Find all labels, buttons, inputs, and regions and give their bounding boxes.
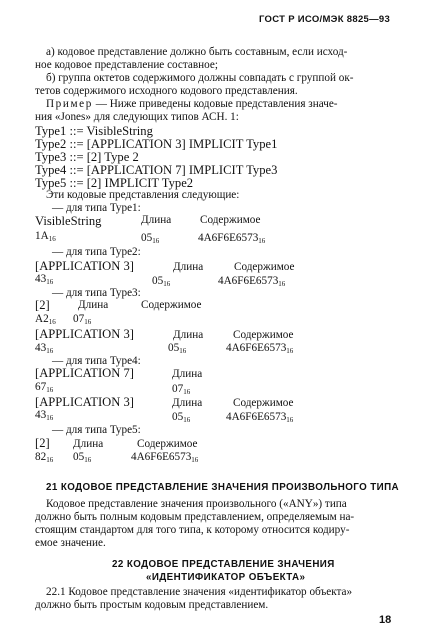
example-word: Пример bbox=[46, 98, 93, 110]
type2-length-label: Длина bbox=[173, 261, 204, 273]
type-def-3: Type3 ::= [2] Type 2 bbox=[35, 150, 139, 164]
para-b-line1: б) группа октетов содержимого должны совпадать с группой ок- bbox=[46, 72, 354, 84]
type4-inner-content-label: Содержимое bbox=[233, 397, 294, 409]
type1-content-label: Содержимое bbox=[200, 214, 261, 226]
type1-tag-value: $1A_{16}$ bbox=[35, 230, 56, 243]
type1-length-label: Длина bbox=[141, 214, 172, 226]
example-line2: ния «Jones» для следующих типов АСН. 1: bbox=[35, 111, 239, 123]
type4-tag-value: $67_{16}$ bbox=[35, 381, 54, 394]
type4-inner-content-value: $4A6F6E6573_{16}$ bbox=[226, 411, 294, 424]
type4-inner-length-label: Длина bbox=[172, 397, 203, 409]
para-a-line2: ное кодовое представление составное; bbox=[35, 59, 218, 71]
type3-inner-tag: [APPLICATION 3] bbox=[35, 327, 134, 341]
type2-content-label: Содержимое bbox=[234, 261, 295, 273]
section-22-line2: должно быть простым кодовым представлением. bbox=[35, 599, 269, 611]
type1-length-value: $05_{16}$ bbox=[141, 232, 160, 245]
para-b-line2: тетов содержимого исходного кодового представления. bbox=[35, 85, 298, 97]
type5-content-value: $4A6F6E6573_{16}$ bbox=[131, 451, 199, 464]
type3-length-label: Длина bbox=[78, 299, 109, 311]
type5-length-label: Длина bbox=[73, 438, 104, 450]
for-type1: — для типа Type1: bbox=[52, 202, 141, 214]
encodings-intro: Эти кодовые представления следующие: bbox=[46, 189, 240, 201]
type4-length-label: Длина bbox=[172, 368, 203, 380]
page-number: 18 bbox=[379, 614, 392, 626]
type-def-2: Type2 ::= [APPLICATION 3] IMPLICIT Type1 bbox=[35, 137, 278, 151]
type1-content-value: $4A6F6E6573_{16}$ bbox=[198, 232, 266, 245]
type-def-4: Type4 ::= [APPLICATION 7] IMPLICIT Type3 bbox=[35, 163, 278, 177]
type2-tag: [APPLICATION 3] bbox=[35, 259, 134, 273]
type4-inner-tag-value: $43_{16}$ bbox=[35, 409, 54, 422]
for-type3: — для типа Type3: bbox=[52, 287, 141, 299]
type3-inner-length-label: Длина bbox=[173, 329, 204, 341]
type4-length-value: $07_{16}$ bbox=[172, 383, 191, 396]
type4-inner-length-value: $05_{16}$ bbox=[172, 411, 191, 424]
type5-tag-value: $82_{16}$ bbox=[35, 451, 54, 464]
for-type4: — для типа Type4: bbox=[52, 355, 141, 367]
section-21-title: 21 КОДОВОЕ ПРЕДСТАВЛЕНИЕ ЗНАЧЕНИЯ ПРОИЗВОЛЬНОГО ТИПА bbox=[46, 482, 399, 493]
type2-tag-value: $43_{16}$ bbox=[35, 273, 54, 286]
type-def-1: Type1 ::= VisibleString bbox=[35, 124, 153, 138]
para-a-line1: а) кодовое представление должно быть составным, если исход- bbox=[46, 46, 348, 58]
example-line1 bbox=[46, 98, 338, 111]
type4-inner-tag: [APPLICATION 3] bbox=[35, 395, 134, 409]
section-21-line2: должно быть полным кодовым представлением, определяемым на- bbox=[35, 511, 355, 523]
section-22-title-line2: «ИДЕНТИФИКАТОР ОБЪЕКТА» bbox=[146, 572, 306, 583]
type2-content-value: $4A6F6E6573_{16}$ bbox=[218, 275, 286, 288]
type2-length-value: $05_{16}$ bbox=[152, 275, 171, 288]
type3-inner-content-value: $4A6F6E6573_{16}$ bbox=[226, 342, 294, 355]
section-21-line1: Кодовое представление значения произвольного («ANY») типа bbox=[46, 498, 347, 510]
type3-inner-tag-value: $43_{16}$ bbox=[35, 342, 54, 355]
type5-length-value: $05_{16}$ bbox=[73, 451, 92, 464]
section-22-line1: 22.1 Кодовое представление значения «идентификатор объекта» bbox=[46, 586, 353, 598]
type-def-5: Type5 ::= [2] IMPLICIT Type2 bbox=[35, 176, 194, 190]
type3-inner-content-label: Содержимое bbox=[233, 329, 294, 341]
section-22-title-line1: 22 КОДОВОЕ ПРЕДСТАВЛЕНИЕ ЗНАЧЕНИЯ bbox=[112, 559, 335, 570]
page-header: ГОСТ Р ИСО/МЭК 8825—93 bbox=[259, 14, 391, 25]
type3-length-value: $07_{16}$ bbox=[73, 313, 92, 326]
type3-tag: [2] bbox=[35, 298, 50, 312]
type3-inner-length-value: $05_{16}$ bbox=[168, 342, 187, 355]
type3-tag-value: $A2_{16}$ bbox=[35, 313, 56, 326]
section-21-line3: стоящим стандартом для того типа, к которому относится кодиру- bbox=[35, 524, 350, 536]
section-21-line4: емое значение. bbox=[35, 537, 106, 549]
type5-tag: [2] bbox=[35, 436, 50, 450]
type5-content-label: Содержимое bbox=[137, 438, 198, 450]
for-type2: — для типа Type2: bbox=[52, 246, 141, 258]
for-type5: — для типа Type5: bbox=[52, 424, 141, 436]
type4-tag: [APPLICATION 7] bbox=[35, 366, 134, 380]
example-rest: — Ниже приведены кодовые представления значе- bbox=[92, 98, 338, 110]
type1-tag: VisibleString bbox=[35, 214, 102, 228]
type3-content-label: Содержимое bbox=[141, 299, 202, 311]
